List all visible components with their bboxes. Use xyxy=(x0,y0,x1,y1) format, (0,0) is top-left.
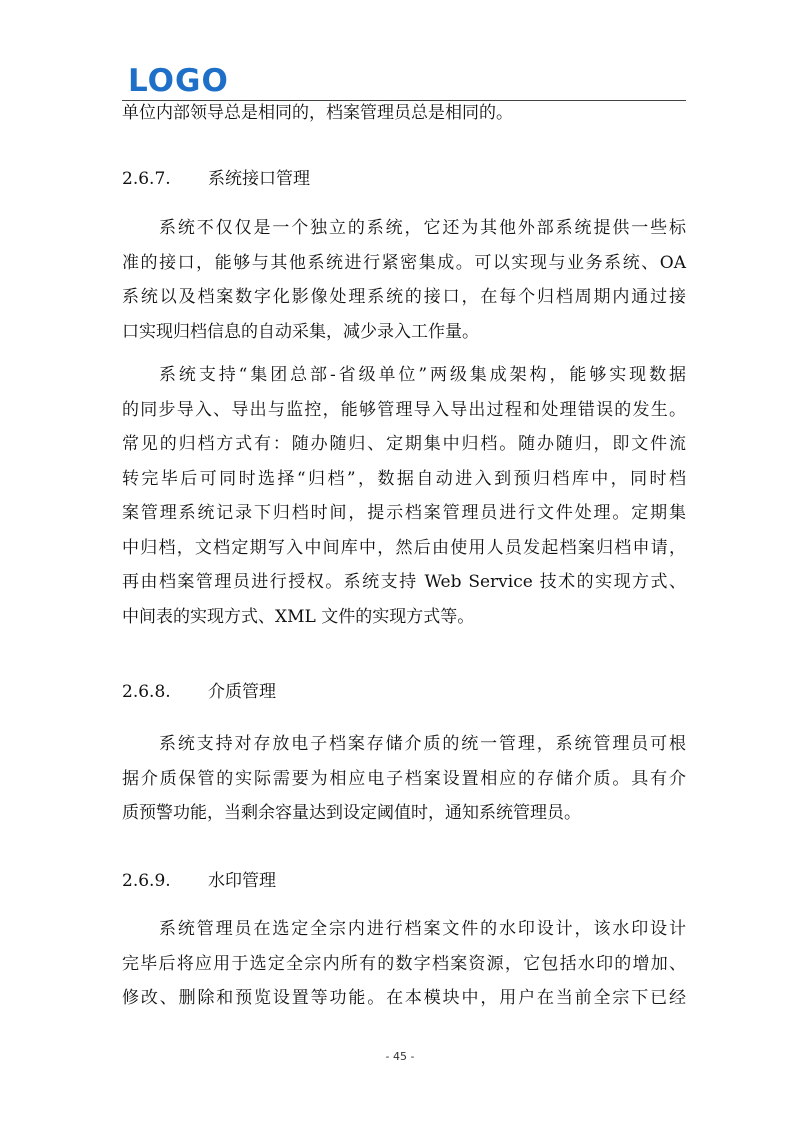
section-heading-2-6-8 xyxy=(122,677,686,707)
text-line: 单位内部领导总是相同的，档案管理员总是相同的。 xyxy=(122,103,513,123)
text-line: 的同步导入、导出与监控，能够管理导入导出过程和处理错误的发生。 xyxy=(122,399,686,420)
heading-title: 介质管理 xyxy=(208,682,276,702)
text-line: 系统以及档案数字化影像处理系统的接口，在每个归档周期内通过接 xyxy=(122,287,686,307)
section-heading-2-6-9 xyxy=(122,866,686,896)
page-number: - 45 - xyxy=(385,1050,415,1063)
text-line: 系统不仅仅是一个独立的系统，它还为其他外部系统提供一些标 xyxy=(159,218,686,238)
text-line: 系统支持对存放电子档案存储介质的统一管理，系统管理员可根 xyxy=(159,734,686,754)
text-line: 据介质保管的实际需要为相应电子档案设置相应的存储介质。具有介 xyxy=(122,768,686,789)
text-line: 中间表的实现方式、XML 文件的实现方式等。 xyxy=(122,606,475,627)
text-line: 中归档，文档定期写入中间库中，然后由使用人员发起档案归档申请， xyxy=(122,537,686,558)
text-line: 转完毕后可同时选择“归档”，数据自动进入到预归档库中，同时档 xyxy=(122,468,686,489)
paragraph-watermark xyxy=(122,912,686,1016)
paragraph-interface-1 xyxy=(122,211,686,349)
text-line: 质预警功能，当剩余容量达到设定阈值时，通知系统管理员。 xyxy=(122,803,581,823)
text-line: 常见的归档方式有：随办随归、定期集中归档。随办随归，即文件流 xyxy=(122,434,686,454)
paragraph-continuation xyxy=(122,96,686,131)
heading-number: 2.6.8. xyxy=(122,682,171,702)
heading-number: 2.6.7. xyxy=(122,169,171,189)
heading-number: 2.6.9. xyxy=(122,871,171,891)
text-line: 系统支持“集团总部-省级单位”两级集成架构，能够实现数据 xyxy=(159,365,686,385)
paragraph-media xyxy=(122,727,686,831)
section-heading-2-6-7 xyxy=(122,164,686,194)
text-line: 再由档案管理员进行授权。系统支持 Web Service 技术的实现方式、 xyxy=(122,572,686,592)
text-line: 准的接口，能够与其他系统进行紧密集成。可以实现与业务系统、OA xyxy=(122,252,686,273)
text-line: 口实现归档信息的自动采集，减少录入工作量。 xyxy=(122,321,479,342)
heading-title: 系统接口管理 xyxy=(208,169,310,189)
logo: LOGO xyxy=(128,63,229,99)
text-line: 系统管理员在选定全宗内进行档案文件的水印设计，该水印设计 xyxy=(159,919,686,939)
heading-title: 水印管理 xyxy=(208,871,276,891)
text-line: 案管理系统记录下归档时间，提示档案管理员进行文件处理。定期集 xyxy=(122,503,686,523)
text-line: 修改、删除和预览设置等功能。在本模块中，用户在当前全宗下已经 xyxy=(122,988,686,1008)
text-line: 完毕后将应用于选定全宗内所有的数字档案资源，它包括水印的增加、 xyxy=(122,953,686,974)
paragraph-interface-2 xyxy=(122,358,686,634)
